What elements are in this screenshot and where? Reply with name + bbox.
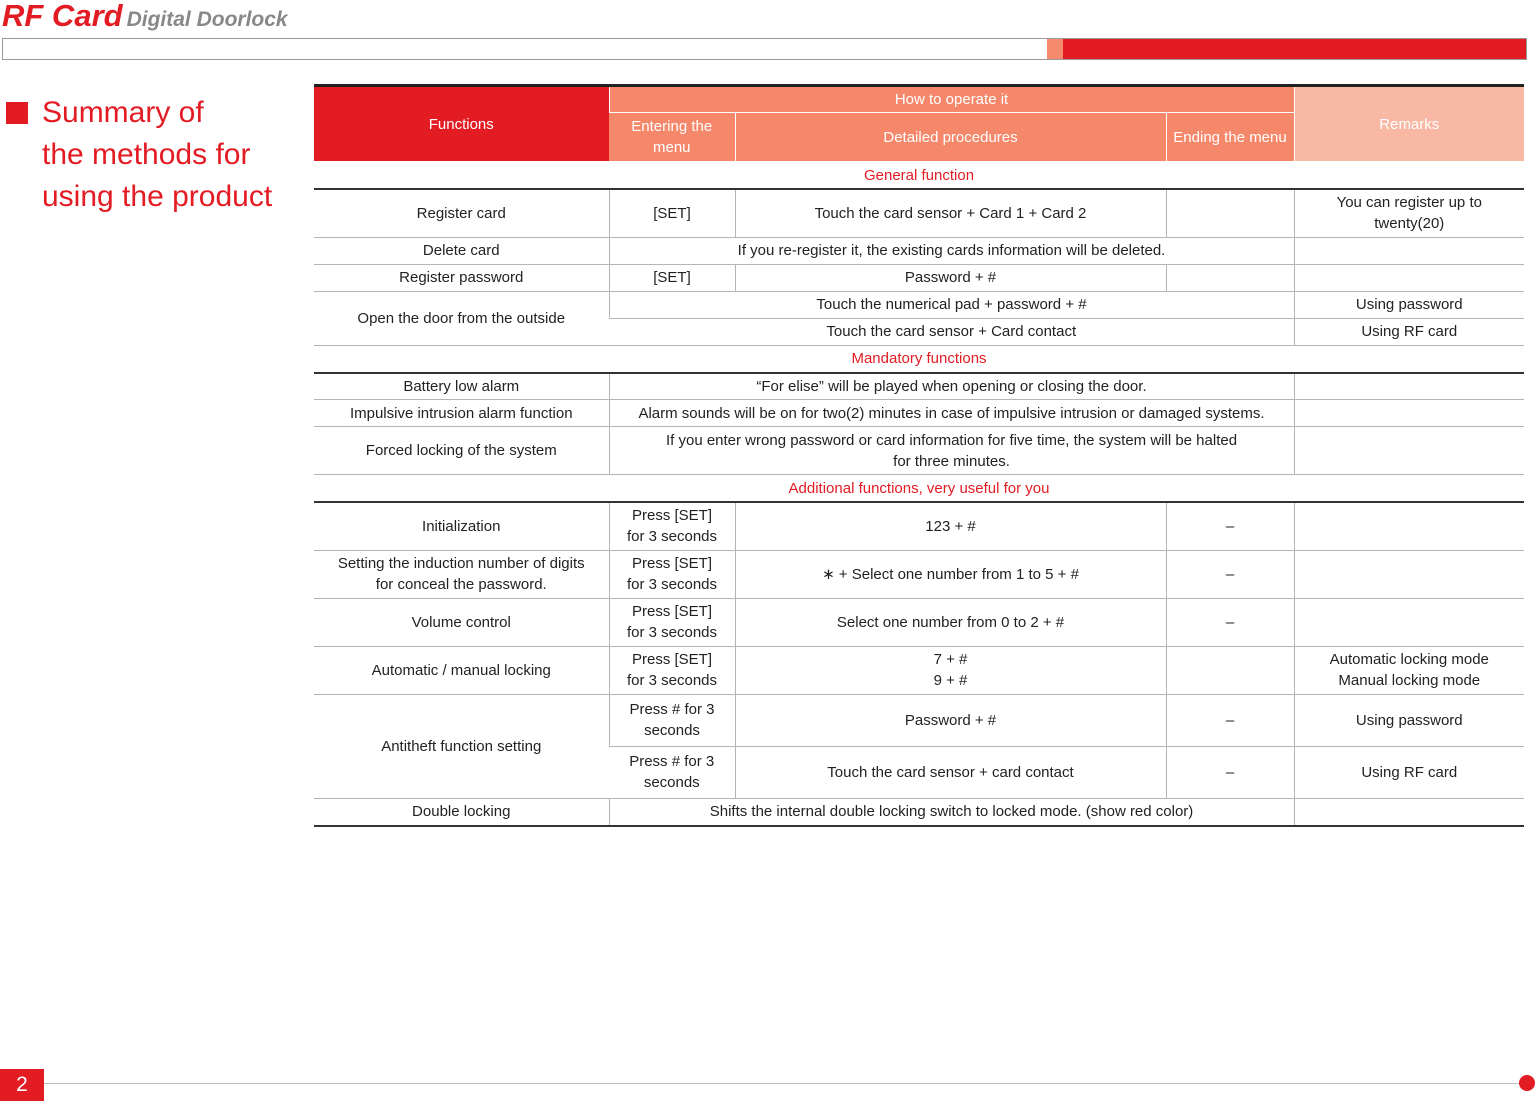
cell-line: for three minutes. <box>893 452 1010 470</box>
table-row <box>314 373 1524 400</box>
cell-line: for 3 seconds <box>626 528 718 546</box>
section-row-general <box>314 162 1524 190</box>
table-row <box>314 694 1524 746</box>
header-how-to-operate: How to operate it <box>609 86 1294 113</box>
table-row <box>314 646 1524 694</box>
cell-line: Manual locking mode <box>1338 672 1481 689</box>
cell-remark <box>1294 427 1524 475</box>
cell-entering: [SET] <box>609 264 735 291</box>
cell-line: for 3 seconds <box>626 576 718 593</box>
cell-procedure: Shifts the internal double locking switch to locked mode. (show red color) <box>609 798 1294 826</box>
cell-procedure: Touch the numerical pad + password + # <box>609 291 1294 318</box>
cell-line: Press [SET] <box>631 507 713 525</box>
header-bar-red-segment <box>1063 39 1526 59</box>
cell-line: Setting the induction number of digits <box>337 555 585 572</box>
cell-remark: Using password <box>1294 694 1524 746</box>
cell-procedure: Password + # <box>735 694 1166 746</box>
cell-function: Volume control <box>314 598 609 646</box>
header-detailed-procedures: Detailed procedures <box>735 113 1166 162</box>
cell-function: Antitheft function setting <box>314 694 609 798</box>
bullet-square-icon <box>6 102 28 124</box>
cell-ending: – <box>1166 694 1294 746</box>
cell-function: Delete card <box>314 237 609 264</box>
section-title-line: the methods for <box>42 138 251 171</box>
cell-procedure: Touch the card sensor + Card 1 + Card 2 <box>735 189 1166 237</box>
cell-function: Open the door from the outside <box>314 291 609 345</box>
cell-procedure: Password + # <box>735 264 1166 291</box>
section-label: General function <box>314 162 1524 190</box>
cell-procedure: “For elise” will be played when opening or closing the door. <box>609 373 1294 400</box>
cell-entering <box>609 694 735 746</box>
header-bar <box>2 38 1527 60</box>
cell-entering <box>609 746 735 798</box>
cell-remark: Using password <box>1294 291 1524 318</box>
header-ending-menu: Ending the menu <box>1166 113 1294 162</box>
cell-remark: Using RF card <box>1294 318 1524 345</box>
header-functions: Functions <box>314 86 609 162</box>
cell-function <box>314 550 609 598</box>
cell-procedure: Touch the card sensor + card contact <box>735 746 1166 798</box>
cell-function: Impulsive intrusion alarm function <box>314 400 609 427</box>
cell-line: Press [SET] <box>631 651 713 668</box>
section-row-mandatory <box>314 345 1524 373</box>
brand-main: RF Card <box>2 0 123 33</box>
cell-procedure: Touch the card sensor + Card contact <box>609 318 1294 345</box>
table-row <box>314 550 1524 598</box>
table-row <box>314 598 1524 646</box>
table-row <box>314 502 1524 550</box>
table-row <box>314 189 1524 237</box>
table-row <box>314 400 1524 427</box>
cell-remark <box>1294 550 1524 598</box>
cell-line: If you enter wrong password or card information for five time, the system will be halted <box>665 431 1238 449</box>
cell-function: Forced locking of the system <box>314 427 609 475</box>
cell-entering <box>609 550 735 598</box>
footer-divider <box>44 1083 1522 1084</box>
summary-table <box>314 84 1524 827</box>
cell-entering <box>609 598 735 646</box>
cell-function: Register password <box>314 264 609 291</box>
cell-ending <box>1166 264 1294 291</box>
table-row <box>314 798 1524 826</box>
cell-line: seconds <box>644 722 700 739</box>
header-remarks: Remarks <box>1294 86 1524 162</box>
cell-ending: – <box>1166 598 1294 646</box>
header-bar-orange-segment <box>1047 39 1063 59</box>
table-row <box>314 237 1524 264</box>
cell-line: Press # for 3 <box>629 753 715 770</box>
table-row <box>314 291 1524 318</box>
cell-procedure: Alarm sounds will be on for two(2) minutes in case of impulsive intrusion or damaged systems. <box>609 400 1294 427</box>
section-title <box>6 92 306 218</box>
cell-remark <box>1294 373 1524 400</box>
cell-function: Initialization <box>314 502 609 550</box>
cell-remark: You can register up to twenty(20) <box>1294 189 1524 237</box>
cell-procedure: 123 + # <box>735 502 1166 550</box>
cell-line: Press [SET] <box>631 555 713 572</box>
brand-sub: Digital Doorlock <box>126 8 288 31</box>
header-entering-menu: Entering the menu <box>609 113 735 162</box>
cell-procedure: If you re-register it, the existing cards information will be deleted. <box>609 237 1294 264</box>
cell-remark <box>1294 598 1524 646</box>
section-label: Additional functions, very useful for you <box>314 475 1524 503</box>
table-row <box>314 427 1524 475</box>
page-number: 2 <box>0 1069 44 1101</box>
cell-remark <box>1294 237 1524 264</box>
section-label: Mandatory functions <box>314 345 1524 373</box>
table-row <box>314 264 1524 291</box>
cell-line: for 3 seconds <box>626 624 718 641</box>
cell-remark: Using RF card <box>1294 746 1524 798</box>
cell-procedure <box>609 427 1294 475</box>
cell-function: Battery low alarm <box>314 373 609 400</box>
cell-procedure: ∗ + Select one number from 1 to 5 + # <box>735 550 1166 598</box>
section-title-line: Summary of <box>42 96 204 129</box>
cell-line: for 3 seconds <box>626 672 718 689</box>
section-title-line: using the product <box>42 180 273 213</box>
cell-remark <box>1294 400 1524 427</box>
section-row-additional <box>314 475 1524 503</box>
cell-ending <box>1166 189 1294 237</box>
cell-remark <box>1294 646 1524 694</box>
cell-entering: [SET] <box>609 189 735 237</box>
cell-ending: – <box>1166 550 1294 598</box>
cell-function: Automatic / manual locking <box>314 646 609 694</box>
cell-ending: – <box>1166 746 1294 798</box>
cell-line: Press [SET] <box>631 603 713 620</box>
cell-line: seconds <box>643 774 700 791</box>
cell-ending <box>1166 646 1294 694</box>
cell-line: 9 + # <box>933 672 968 689</box>
cell-line: Automatic locking mode <box>1329 651 1489 668</box>
brand-title <box>2 0 288 34</box>
cell-entering <box>609 646 735 694</box>
cell-remark <box>1294 264 1524 291</box>
cell-entering <box>609 502 735 550</box>
cell-function: Double locking <box>314 798 609 826</box>
cell-line: for conceal the password. <box>375 576 547 593</box>
cell-remark <box>1294 798 1524 826</box>
cell-function: Register card <box>314 189 609 237</box>
cell-procedure <box>735 646 1166 694</box>
cell-line: Press # for 3 <box>629 701 715 718</box>
footer-dot-icon <box>1519 1075 1535 1091</box>
cell-remark <box>1294 502 1524 550</box>
cell-ending: – <box>1166 502 1294 550</box>
cell-line: 7 + # <box>933 651 968 668</box>
cell-procedure: Select one number from 0 to 2 + # <box>735 598 1166 646</box>
